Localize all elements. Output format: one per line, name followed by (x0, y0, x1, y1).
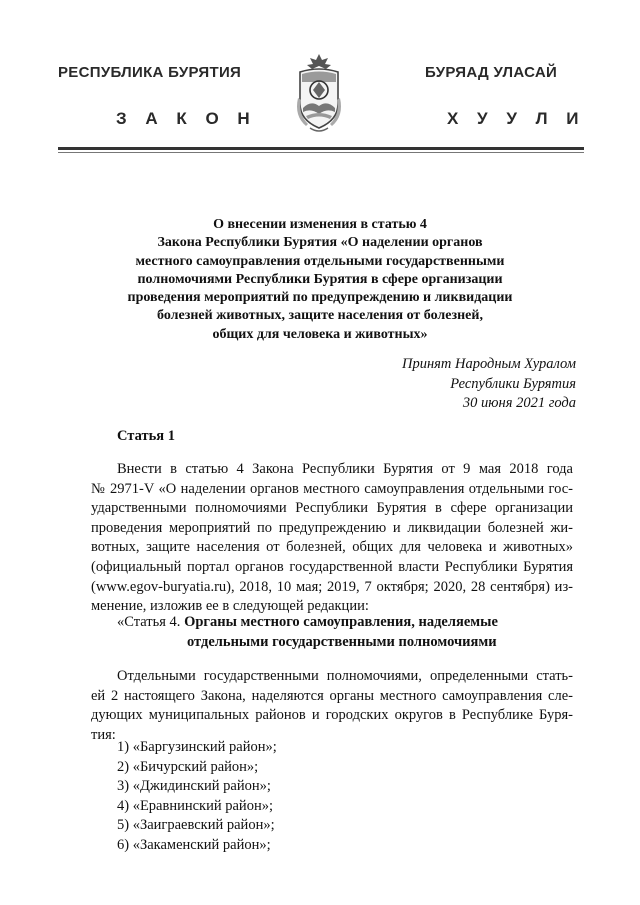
paragraph-line: (официальный портал органов государственной власти Республики Бурятия (91, 558, 573, 575)
title-line: проведения мероприятий по предупреждению и ликвидации (127, 290, 513, 306)
article-1-heading: Статья 1 (117, 428, 175, 444)
adoption-line: Принят Народным Хуралом (401, 356, 576, 372)
paragraph-line: тия: (91, 726, 116, 743)
title-line: болезней животных, защите населения от болезней, (157, 308, 483, 324)
article-4-heading (117, 613, 498, 652)
paragraph-line: (www.egov-buryatia.ru), 2018, 10 мая; 2019, 7 октября; 2020, 28 сентября) из- (91, 578, 573, 595)
doc-type-bua: Х У У Л И (447, 109, 586, 128)
paragraph-line: вотных, защите населения от болезней, общих для человека и животных» (91, 539, 573, 556)
header-rule-thin (58, 152, 584, 153)
article-4-paragraph (91, 667, 573, 745)
list-item: 2) «Бичурский район»; (117, 758, 259, 775)
header-republic-bua: БУРЯАД УЛАСАЙ (425, 64, 558, 81)
article-4-prefix: «Статья 4. (117, 614, 181, 630)
district-list (117, 738, 277, 856)
title-line: полномочиями Республики Бурятия в сфере организации (137, 271, 503, 287)
list-item: 1) «Баргузинский район»; (117, 739, 277, 755)
adoption-note (402, 355, 576, 414)
list-item: 5) «Заиграевский район»; (117, 817, 275, 834)
article-4-title-cont: отдельными государственными полномочиями (187, 633, 497, 650)
buryatia-coat-of-arms-icon (294, 52, 344, 136)
header-rule-thick (58, 147, 584, 150)
list-item: 4) «Еравнинский район»; (117, 797, 273, 814)
title-line: местного самоуправления отдельными государственными (135, 253, 505, 269)
paragraph-line: Отдельными государственными полномочиями, определенными стать- (117, 668, 573, 684)
paragraph-line: проведения мероприятий по предупреждению и ликвидации болезней жи- (91, 519, 573, 536)
list-item: 6) «Закаменский район»; (117, 836, 271, 853)
list-item: 3) «Джидинский район»; (117, 778, 271, 795)
paragraph-line: менение, изложив ее в следующей редакции: (91, 598, 369, 615)
title-line: Закона Республики Бурятия «О наделении органов (157, 235, 483, 251)
adoption-line: Республики Бурятия (450, 375, 576, 392)
paragraph-line: ей 2 настоящего Закона, наделяются органы местного самоуправления сле- (91, 687, 573, 704)
article-1-paragraph (91, 460, 573, 617)
paragraph-line: № 2971-V «О наделении органов местного самоуправления отдельными гос- (91, 480, 573, 497)
law-title (88, 216, 552, 344)
title-line: общих для человека и животных» (212, 326, 428, 342)
paragraph-line: дующих муниципальных районов и городских округов в Республике Буря- (91, 707, 573, 724)
paragraph-line: Внести в статью 4 Закона Республики Бурятия от 9 мая 2018 года (117, 461, 573, 477)
article-4-title: Органы местного самоуправления, наделяемые (184, 614, 498, 630)
doc-type-ru: З А К О Н (116, 109, 257, 128)
header-republic-ru: РЕСПУБЛИКА БУРЯТИЯ (58, 64, 242, 81)
title-line: О внесении изменения в статью 4 (213, 217, 427, 232)
adoption-date: 30 июня 2021 года (462, 395, 576, 411)
paragraph-line: ударственными полномочиями Республики Бурятия в сфере организации (91, 500, 573, 517)
